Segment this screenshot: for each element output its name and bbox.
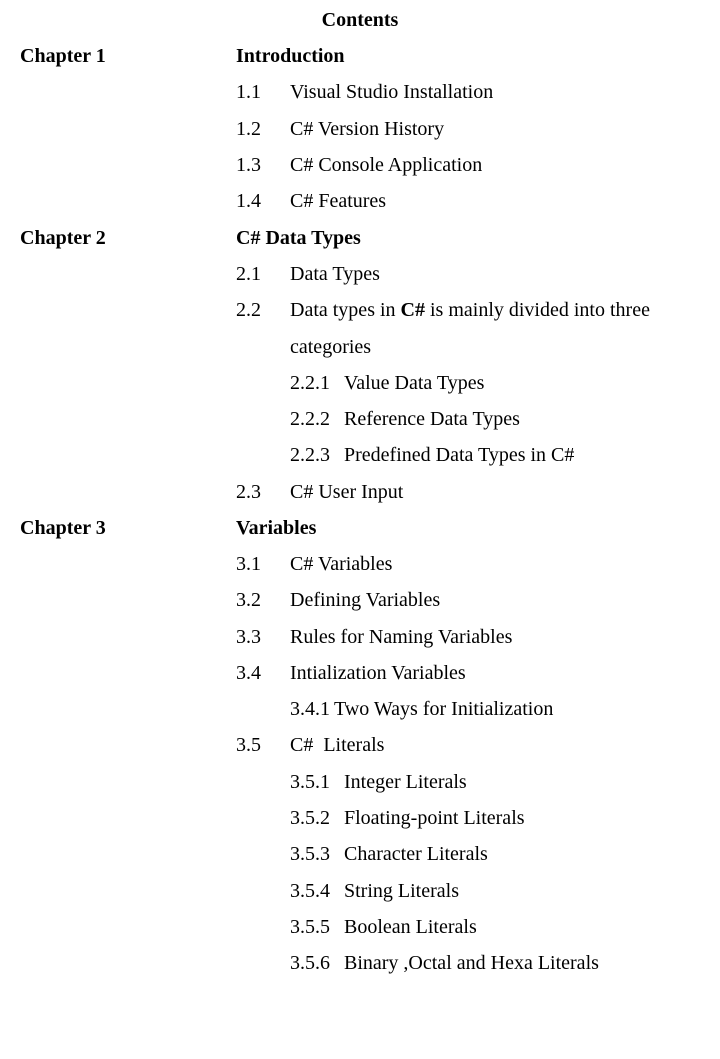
subsection-number: 3.5.2 (290, 807, 330, 829)
section-number: 1.1 (236, 81, 261, 103)
section-title: Defining Variables (290, 589, 441, 611)
section-title: C# User Input (290, 481, 404, 503)
subsection-title: Floating-point Literals (344, 807, 525, 829)
chapter-label: Chapter 1 (20, 45, 106, 67)
section-title: C# Console Application (290, 154, 483, 176)
page-title: Contents (321, 9, 399, 31)
section-title: Rules for Naming Variables (290, 626, 513, 648)
subsection-title: Integer Literals (344, 771, 467, 793)
section-number: 1.4 (236, 190, 261, 212)
chapter-title: C# Data Types (236, 227, 361, 249)
subsection-title: Predefined Data Types in C# (344, 444, 575, 466)
subsection-number: 3.4.1 (290, 698, 330, 720)
subsection-title: Boolean Literals (344, 916, 477, 938)
subsection-number: 2.2.3 (290, 444, 330, 466)
subsection-number: 3.5.6 (290, 952, 330, 974)
chapter-label: Chapter 2 (20, 227, 106, 249)
subsection-title: String Literals (344, 880, 459, 902)
section-number: 2.1 (236, 263, 261, 285)
section-number: 2.2 (236, 299, 261, 321)
section-title-part: Data types in (290, 299, 401, 321)
section-number: 1.3 (236, 154, 261, 176)
chapter-label: Chapter 3 (20, 517, 106, 539)
section-number: 3.2 (236, 589, 261, 611)
section-title-bold: C# (400, 299, 425, 321)
section-number: 3.4 (236, 662, 261, 684)
subsection-title: Value Data Types (344, 372, 485, 394)
section-title: Visual Studio Installation (290, 81, 494, 103)
section-title-continuation: categories (290, 336, 372, 358)
subsection-number: 3.5.3 (290, 843, 330, 865)
section-title: Data Types (290, 263, 380, 285)
subsection-title: Two Ways for Initialization (334, 698, 554, 720)
section-title-part: is mainly divided into three (424, 299, 650, 321)
subsection-number: 2.2.2 (290, 408, 330, 430)
subsection-title: Character Literals (344, 843, 488, 865)
section-number: 3.5 (236, 734, 261, 756)
section-title: C# Literals (290, 734, 385, 756)
subsection-number: 3.5.5 (290, 916, 330, 938)
section-title: Intialization Variables (290, 662, 466, 684)
subsection-title: Binary ,Octal and Hexa Literals (344, 952, 599, 974)
section-title: C# Version History (290, 118, 445, 140)
section-number: 2.3 (236, 481, 261, 503)
section-number: 1.2 (236, 118, 261, 140)
section-number: 3.1 (236, 553, 261, 575)
subsection-number: 3.5.1 (290, 771, 330, 793)
chapter-title: Variables (236, 517, 317, 539)
section-title: C# Features (290, 190, 387, 212)
subsection-number: 3.5.4 (290, 880, 330, 902)
section-number: 3.3 (236, 626, 261, 648)
subsection-title: Reference Data Types (344, 408, 520, 430)
section-title (290, 298, 650, 322)
subsection-number: 2.2.1 (290, 372, 330, 394)
section-title: C# Variables (290, 553, 393, 575)
chapter-title: Introduction (236, 45, 345, 67)
